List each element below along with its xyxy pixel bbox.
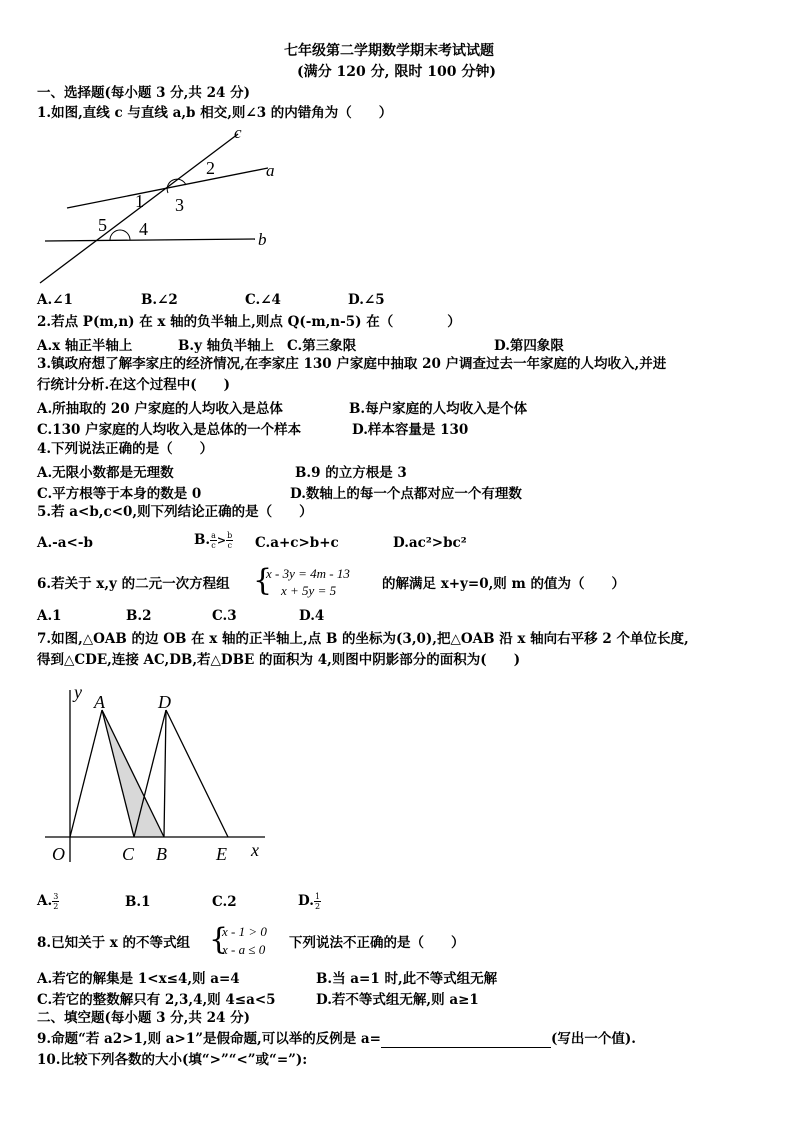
q3-option-c[interactable]: C.130 户家庭的人均收入是总体的一个样本 bbox=[37, 422, 302, 438]
question-2-stem: 2.若点 P(m,n) 在 x 轴的负半轴上,则点 Q(-m,n-5) 在（ ） bbox=[37, 314, 461, 330]
question-8-stem-suffix: 下列说法不正确的是（ ） bbox=[289, 935, 465, 951]
q5-option-b[interactable] bbox=[194, 531, 233, 550]
q5-option-d[interactable]: D.ac²>bc² bbox=[393, 535, 467, 551]
q7-option-a[interactable] bbox=[37, 892, 59, 911]
system-brace: { bbox=[253, 563, 273, 598]
q3-option-d[interactable]: D.样本容量是 130 bbox=[352, 422, 469, 438]
question-3-stem-line1: 3.镇政府想了解李家庄的经济情况,在李家庄 130 户家庭中抽取 20 户调查过去一年家庭的人均收入,并进 bbox=[37, 356, 667, 372]
label-c: c bbox=[234, 123, 242, 142]
inequality-1: x - 1 > 0 bbox=[222, 924, 267, 939]
label-x-axis: x bbox=[251, 840, 259, 860]
question-10-stem: 10.比较下列各数的大小(填“>”“<”或“=”): bbox=[37, 1052, 308, 1068]
q1-option-a[interactable]: A.∠1 bbox=[37, 292, 73, 308]
q7-option-c[interactable]: C.2 bbox=[212, 894, 237, 910]
q2-option-c[interactable]: C.第三象限 bbox=[287, 338, 357, 354]
q7-option-b[interactable]: B.1 bbox=[125, 894, 151, 910]
question-5-stem: 5.若 a<b,c<0,则下列结论正确的是（ ） bbox=[37, 504, 313, 520]
label-point-D: D bbox=[158, 692, 171, 712]
q5-option-b-prefix: B. bbox=[194, 532, 211, 548]
answer-blank[interactable] bbox=[381, 1033, 551, 1048]
label-angle-4: 4 bbox=[139, 219, 148, 239]
section-heading-fill-in: 二、填空题(每小题 3 分,共 24 分) bbox=[37, 1010, 250, 1026]
question-8-stem-prefix: 8.已知关于 x 的不等式组 bbox=[37, 935, 191, 951]
question-6-stem-suffix: 的解满足 x+y=0,则 m 的值为（ ） bbox=[382, 576, 625, 592]
q1-option-b[interactable]: B.∠2 bbox=[141, 292, 178, 308]
label-point-B: B bbox=[156, 844, 167, 864]
q1-option-c[interactable]: C.∠4 bbox=[245, 292, 281, 308]
fraction-numerator: b bbox=[227, 531, 233, 540]
fraction-3-over-2 bbox=[52, 892, 59, 911]
question-9 bbox=[37, 1030, 636, 1048]
fraction-a-over-c bbox=[210, 531, 217, 550]
question-7-stem-line1: 7.如图,△OAB 的边 OB 在 x 轴的正半轴上,点 B 的坐标为(3,0),把△OAB 沿 x 轴向右平移 2 个单位长度, bbox=[37, 631, 689, 647]
label-b: b bbox=[258, 230, 267, 249]
fraction-1-over-2 bbox=[314, 892, 321, 911]
page-title: 七年级第二学期数学期末考试试题 bbox=[284, 43, 494, 59]
q8-option-c[interactable]: C.若它的整数解只有 2,3,4,则 4≤a<5 bbox=[37, 992, 276, 1008]
line-b bbox=[45, 239, 255, 241]
fraction-numerator: 3 bbox=[53, 892, 59, 901]
label-angle-2: 2 bbox=[206, 158, 215, 178]
q3-option-b[interactable]: B.每户家庭的人均收入是个体 bbox=[349, 401, 528, 417]
greater-than-sign: > bbox=[216, 534, 227, 547]
fraction-denominator: 2 bbox=[314, 902, 321, 911]
q8-option-b[interactable]: B.当 a=1 时,此不等式组无解 bbox=[316, 971, 498, 987]
label-point-C: C bbox=[122, 844, 135, 864]
q1-figure bbox=[30, 123, 290, 293]
question-3-stem-line2: 行统计分析.在这个过程中( ) bbox=[37, 377, 230, 393]
label-angle-5: 5 bbox=[98, 215, 107, 235]
question-6-stem-prefix: 6.若关于 x,y 的二元一次方程组 bbox=[37, 576, 230, 592]
fraction-b-over-c bbox=[226, 531, 233, 550]
q8-option-a[interactable]: A.若它的解集是 1<x≤4,则 a=4 bbox=[37, 971, 240, 987]
fraction-denominator: c bbox=[211, 541, 216, 550]
q4-option-d[interactable]: D.数轴上的每一个点都对应一个有理数 bbox=[290, 486, 522, 502]
section-heading-choice: 一、选择题(每小题 3 分,共 24 分) bbox=[37, 85, 250, 101]
fraction-denominator: c bbox=[227, 541, 232, 550]
angle-arc-lower bbox=[110, 230, 130, 240]
label-y-axis: y bbox=[74, 682, 82, 702]
q3-option-a[interactable]: A.所抽取的 20 户家庭的人均收入是总体 bbox=[37, 401, 283, 417]
q7-option-a-prefix: A. bbox=[37, 893, 53, 909]
label-point-O: O bbox=[52, 844, 65, 864]
fraction-numerator: 1 bbox=[314, 892, 321, 901]
q6-option-b[interactable]: B.2 bbox=[126, 608, 152, 624]
q5-option-a[interactable]: A.-a<-b bbox=[37, 535, 93, 551]
fraction-numerator: a bbox=[211, 531, 216, 540]
label-angle-3: 3 bbox=[175, 195, 184, 215]
segment-DE bbox=[166, 710, 228, 837]
page-subtitle: (满分 120 分, 限时 100 分钟) bbox=[297, 64, 496, 80]
q6-option-d[interactable]: D.4 bbox=[299, 608, 325, 624]
label-a: a bbox=[266, 161, 275, 180]
label-angle-1: 1 bbox=[135, 191, 144, 211]
segment-OA bbox=[70, 710, 102, 837]
inequality-brace: { bbox=[209, 922, 229, 957]
label-point-E: E bbox=[216, 844, 227, 864]
fraction-denominator: 2 bbox=[53, 902, 59, 911]
q7-figure bbox=[40, 680, 280, 865]
q8-option-d[interactable]: D.若不等式组无解,则 a≥1 bbox=[316, 992, 479, 1008]
equation-2: x + 5y = 5 bbox=[281, 583, 337, 598]
question-9-stem-prefix: 9.命题“若 a2>1,则 a>1”是假命题,可以举的反例是 a= bbox=[37, 1031, 381, 1047]
q4-option-c[interactable]: C.平方根等于本身的数是 0 bbox=[37, 486, 202, 502]
q2-option-d[interactable]: D.第四象限 bbox=[494, 338, 564, 354]
question-7-stem-line2: 得到△CDE,连接 AC,DB,若△DBE 的面积为 4,则图中阴影部分的面积为( ) bbox=[37, 652, 521, 668]
equation-1: x - 3y = 4m - 13 bbox=[266, 566, 350, 581]
q5-option-c[interactable]: C.a+c>b+c bbox=[255, 535, 339, 551]
q7-option-d-prefix: D. bbox=[298, 893, 314, 909]
q7-option-d[interactable] bbox=[298, 892, 321, 911]
q4-option-a[interactable]: A.无限小数都是无理数 bbox=[37, 465, 174, 481]
question-4-stem: 4.下列说法正确的是（ ） bbox=[37, 441, 214, 457]
q2-option-b[interactable]: B.y 轴负半轴上 bbox=[178, 338, 275, 354]
inequality-2: x - a ≤ 0 bbox=[222, 942, 266, 957]
q6-option-c[interactable]: C.3 bbox=[212, 608, 237, 624]
q2-option-a[interactable]: A.x 轴正半轴上 bbox=[37, 338, 133, 354]
label-point-A: A bbox=[94, 692, 105, 712]
question-9-stem-suffix: (写出一个值). bbox=[550, 1031, 636, 1047]
segment-DB bbox=[164, 710, 166, 837]
q1-option-d[interactable]: D.∠5 bbox=[348, 292, 385, 308]
q4-option-b[interactable]: B.9 的立方根是 3 bbox=[295, 465, 407, 481]
q6-option-a[interactable]: A.1 bbox=[37, 608, 62, 624]
question-1-stem: 1.如图,直线 c 与直线 a,b 相交,则∠3 的内错角为（ ） bbox=[37, 105, 393, 121]
